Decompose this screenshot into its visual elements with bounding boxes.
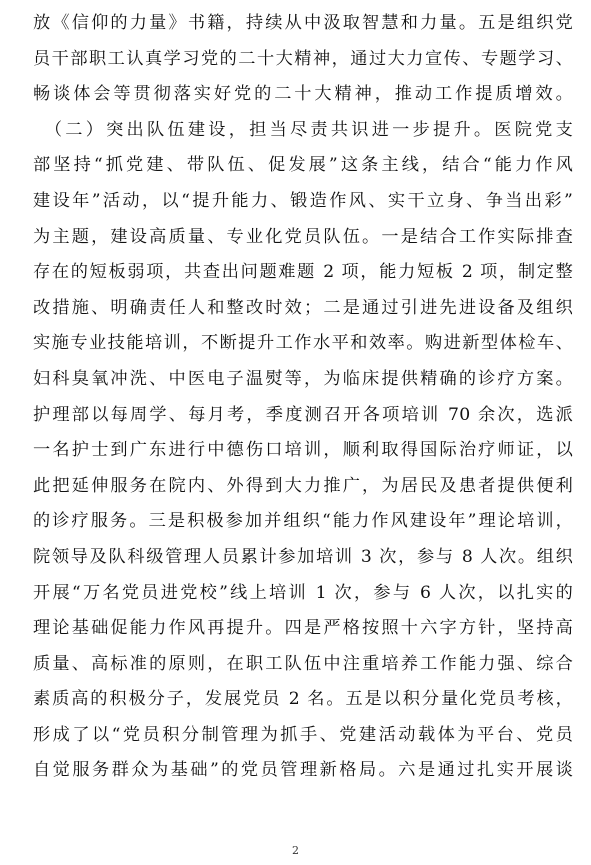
text-line: 改措施、明确责任人和整改时效；二是通过引进先进设备及组织	[33, 297, 573, 318]
text-line: 为主题，建设高质量、专业化党员队伍。一是结合工作实际排查	[33, 226, 573, 247]
text-line: 放《信仰的力量》书籍，持续从中汲取智慧和力量。五是组织党	[33, 13, 573, 33]
text-line: 实施专业技能培训，不断提升工作水平和效率。购进新型体检车、	[33, 333, 573, 354]
body-text	[33, 6, 573, 789]
page-number: 2	[292, 844, 299, 857]
text-line: 畅谈体会等贯彻落实好党的二十大精神，推动工作提质增效。	[33, 84, 573, 105]
text-line: 部坚持“抓党建、带队伍、促发展”这条主线，结合“能力作风	[33, 155, 573, 176]
text-line: 的诊疗服务。三是积极参加并组织“能力作风建设年”理论培训，	[33, 511, 573, 532]
text-line: 理论基础促能力作风再提升。四是严格按照十六字方针，坚持高	[33, 618, 573, 639]
text-line: 一名护士到广东进行中德伤口培训，顺利取得国际治疗师证，以	[33, 440, 573, 461]
text-line: 建设年”活动，以“提升能力、锻造作风、实干立身、争当出彩”	[33, 190, 573, 211]
text-line: 开展“万名党员进党校”线上培训 1 次，参与 6 人次，以扎实的	[33, 582, 573, 603]
text-line: 护理部以每周学、每月考，季度测召开各项培训 70 余次，选派	[33, 404, 573, 425]
text-line: 院领导及队科级管理人员累计参加培训 3 次，参与 8 人次。组织	[33, 546, 573, 567]
text-line: 质量、高标准的原则，在职工队伍中注重培养工作能力强、综合	[33, 653, 573, 674]
text-line: 妇科臭氧冲洗、中医电子温熨等，为临床提供精确的诊疗方案。	[33, 368, 573, 389]
text-line: 存在的短板弱项，共查出问题难题 2 项，能力短板 2 项，制定整	[33, 262, 573, 283]
text-line: 素质高的积极分子，发展党员 2 名。五是以积分量化党员考核，	[33, 689, 573, 710]
text-line: 自觉服务群众为基础”的党员管理新格局。六是通过扎实开展谈	[33, 760, 573, 781]
text-line: 员干部职工认真学习党的二十大精神，通过大力宣传、专题学习、	[33, 48, 573, 69]
text-line: 形成了以“党员积分制管理为抓手、党建活动载体为平台、党员	[33, 724, 573, 745]
section-heading-line: （二）突出队伍建设，担当尽责共识进一步提升。医院党支	[33, 119, 573, 140]
text-line: 此把延伸服务在院内、外得到大力推广，为居民及患者提供便利	[33, 475, 573, 496]
